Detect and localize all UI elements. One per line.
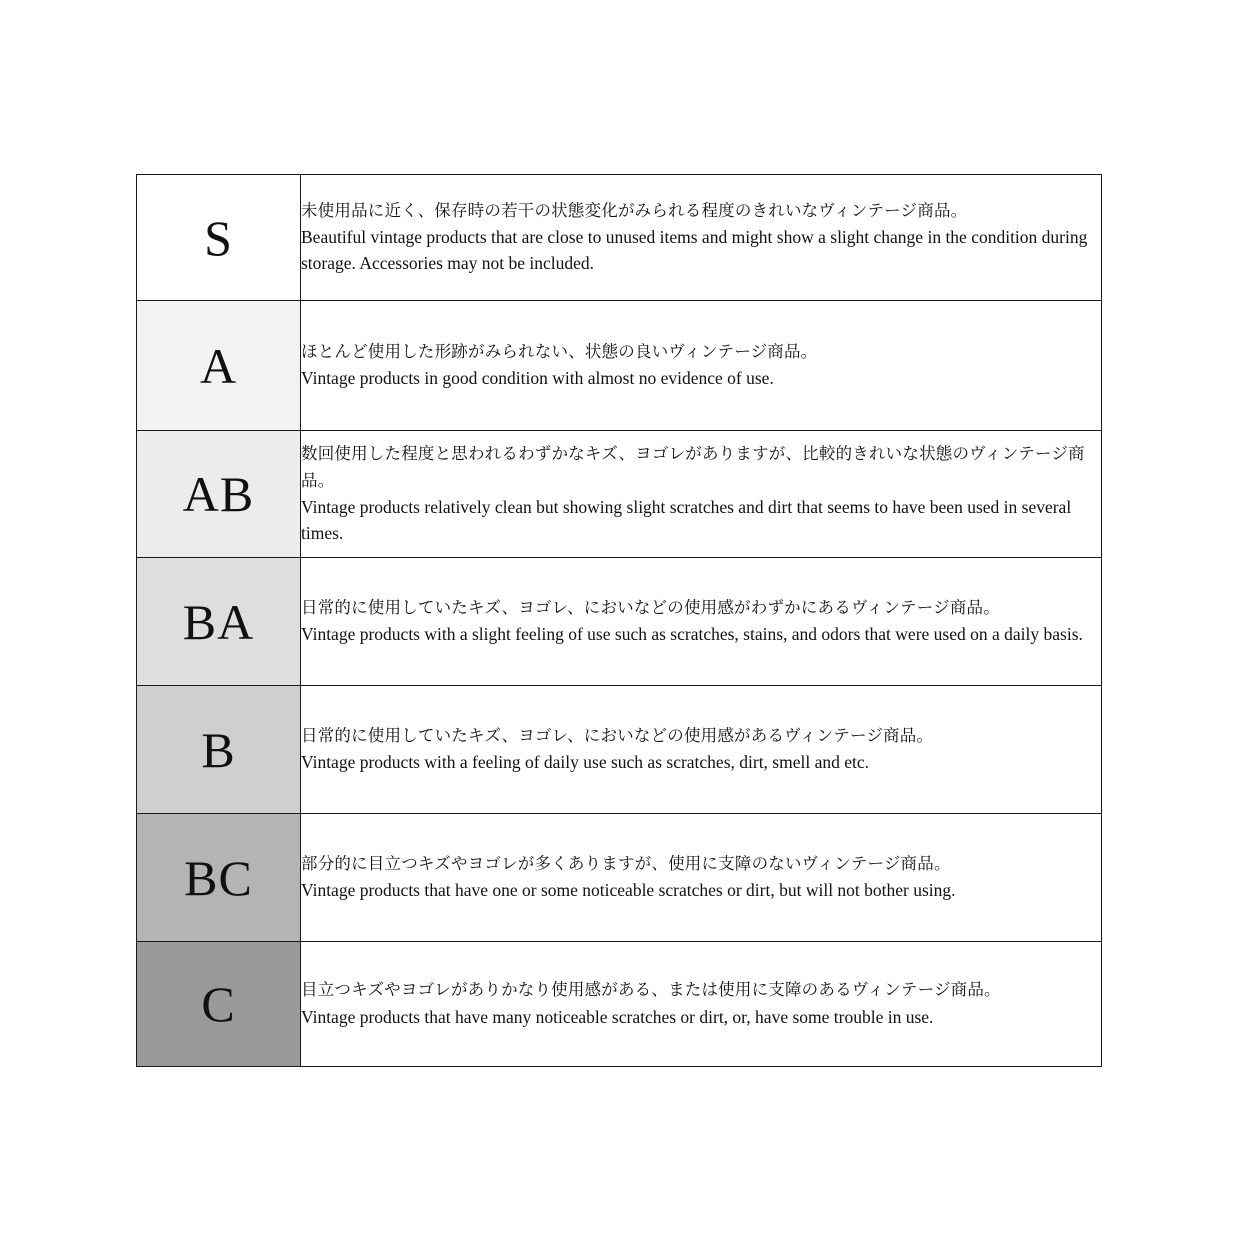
grade-description-cell (301, 558, 1102, 686)
description-japanese: 目立つキズやヨゴレがありかなり使用感がある、または使用に支障のあるヴィンテージ商品。 (301, 980, 1001, 1000)
grade-label-cell (137, 558, 301, 686)
table-row (137, 558, 1102, 686)
description-japanese: 日常的に使用していたキズ、ヨゴレ、においなどの使用感があるヴィンテージ商品。 (301, 725, 934, 745)
grade-label: A (199, 337, 238, 394)
grade-label: AB (182, 466, 255, 522)
grade-label-cell (137, 814, 301, 942)
table-row (137, 301, 1102, 431)
grade-label: B (201, 721, 236, 778)
grade-description-cell (301, 175, 1102, 301)
table-row (137, 431, 1102, 558)
grade-description-cell (301, 942, 1102, 1067)
description-japanese: 日常的に使用していたキズ、ヨゴレ、においなどの使用感がわずかにあるヴィンテージ商品。 (301, 597, 1000, 617)
description-english: Vintage products that have many noticeable scratches or dirt, or, have some trouble in use. (301, 1006, 934, 1027)
description-english: Beautiful vintage products that are close to unused items and might show a slight change in the condition during storage. Accessories may not be included. (301, 227, 1088, 274)
grade-label: BC (184, 849, 253, 906)
grade-label-cell (137, 686, 301, 814)
grade-label-cell (137, 175, 301, 301)
description-english: Vintage products with a feeling of daily use such as scratches, dirt, smell and etc. (301, 752, 870, 773)
grade-label-cell (137, 301, 301, 431)
table-row (137, 686, 1102, 814)
description-english: Vintage products with a slight feeling of use such as scratches, stains, and odors that were used on a daily basis. (301, 624, 1083, 645)
grade-description-cell (301, 431, 1102, 558)
grade-description-cell (301, 686, 1102, 814)
grade-description-cell (301, 301, 1102, 431)
table-row (137, 942, 1102, 1067)
grade-description-cell (301, 814, 1102, 942)
grade-label-cell (137, 942, 301, 1067)
description-english: Vintage products that have one or some noticeable scratches or dirt, but will not bother using. (301, 880, 956, 901)
condition-grade-table (136, 174, 1102, 1067)
table-row (137, 175, 1102, 301)
description-english: Vintage products in good condition with almost no evidence of use. (301, 368, 774, 389)
grade-label: BA (182, 593, 255, 650)
description-japanese: 未使用品に近く、保存時の若干の状態変化がみられる程度のきれいなヴィンテージ商品。 (301, 200, 968, 220)
grade-label-cell (137, 431, 301, 558)
table-row (137, 814, 1102, 942)
description-english: Vintage products relatively clean but showing slight scratches and dirt that seems to have been used in several times. (301, 497, 1072, 544)
grade-label: S (204, 209, 233, 266)
description-japanese: 数回使用した程度と思われるわずかなキズ、ヨゴレがありますが、比較的きれいな状態のヴィンテージ商品。 (301, 443, 1085, 490)
description-japanese: 部分的に目立つキズやヨゴレが多くありますが、使用に支障のないヴィンテージ商品。 (301, 853, 951, 873)
grade-label: C (201, 976, 236, 1032)
description-japanese: ほとんど使用した形跡がみられない、状態の良いヴィンテージ商品。 (301, 341, 818, 361)
